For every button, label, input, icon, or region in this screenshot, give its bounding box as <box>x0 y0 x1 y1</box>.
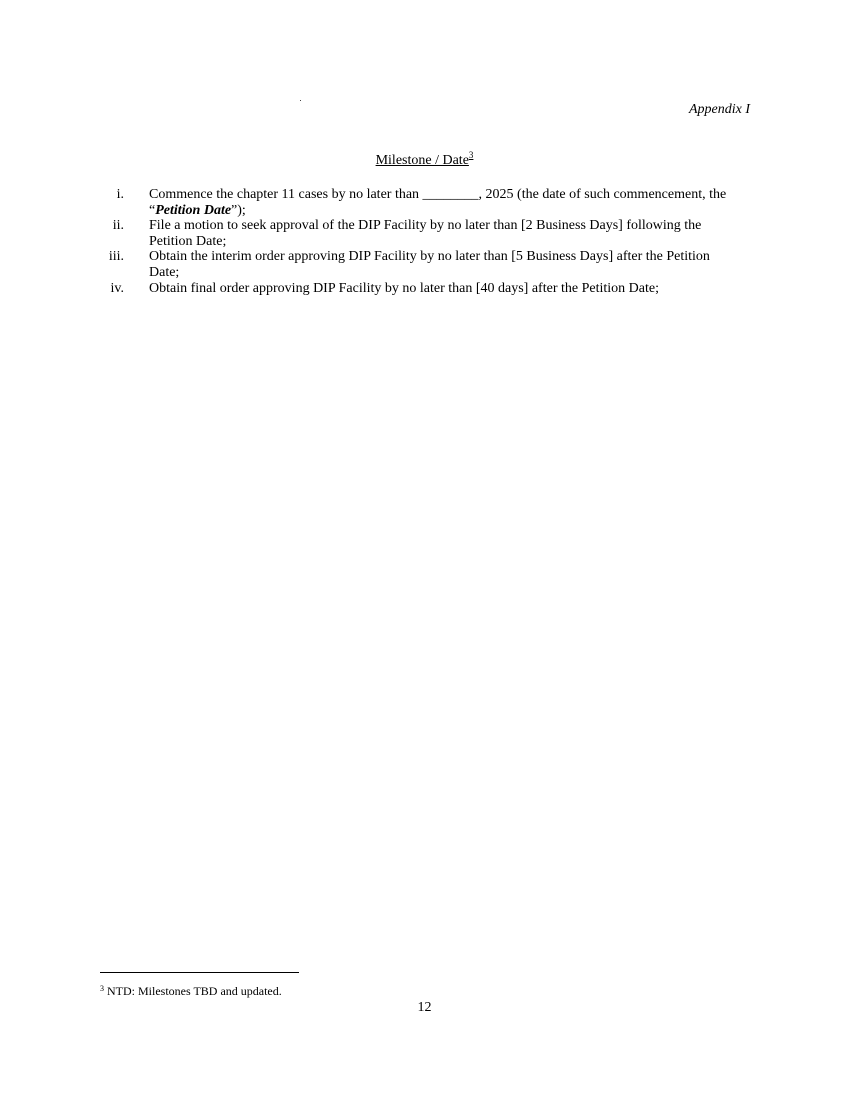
footnote-text: NTD: Milestones TBD and updated. <box>104 984 282 998</box>
list-item-text-part: Commence the chapter 11 cases by no later than ________, 2025 (the date of such commencement, the “ <box>149 187 727 218</box>
list-item-numeral: i. <box>116 187 124 202</box>
section-heading <box>0 152 849 170</box>
list-item-numeral: ii. <box>112 218 124 234</box>
list-item-text <box>149 187 726 218</box>
list-item-text: Obtain final order approving DIP Facility by no later than [40 days] after the Petition Date; <box>149 280 659 296</box>
footnote-divider <box>100 972 299 973</box>
list-item <box>0 187 739 218</box>
scan-speck <box>300 100 301 101</box>
list-item-text-part: ”); <box>231 202 246 218</box>
list-item-numeral: iii. <box>108 249 124 265</box>
footnote-reference[interactable]: 3 <box>468 150 474 160</box>
list-item <box>0 281 739 297</box>
list-item-text: Obtain the interim order approving DIP Facility by no later than [5 Business Days] after the Petition Date; <box>149 249 710 280</box>
appendix-label: Appendix I <box>688 102 750 117</box>
list-item <box>0 218 739 249</box>
list-item-text: File a motion to seek approval of the DIP Facility by no later than [2 Business Days] following the Petition Date; <box>149 218 702 249</box>
footnote-marker: 3 <box>100 984 104 993</box>
milestone-list <box>0 187 849 296</box>
footnote <box>100 984 282 998</box>
list-item <box>0 249 739 280</box>
defined-term: Petition Date <box>155 202 232 218</box>
list-item-numeral: iv. <box>110 280 124 296</box>
page-number: 12 <box>417 1000 432 1015</box>
section-heading-text: Milestone / Date <box>375 153 469 168</box>
